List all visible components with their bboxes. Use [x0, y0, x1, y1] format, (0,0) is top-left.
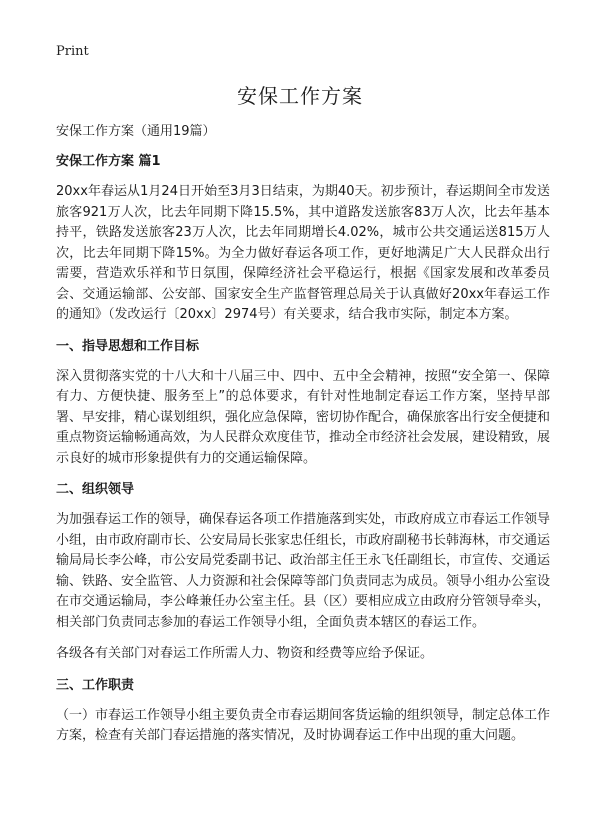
part-heading: 安保工作方案 篇1: [56, 154, 161, 169]
section-paragraph: 深入贯彻落实党的十八大和十八届三中、四中、五中全会精神，按照“安全第一、保障有力、方便快捷、服务至上”的总体要求，有针对性地制定春运工作方案，坚持早部署、早安排，精心谋划组织，强化应急保障，密切协作配合，确保旅客出行安全便捷和重点物资运输畅通高效，为人民群众欢度佳节，推动全市经济社会发展，建设精致，展示良好的城市形象提供有力的交通运输保障。: [56, 368, 551, 466]
intro-paragraph: 20xx年春运从1月24日开始至3月3日结束，为期40天。初步预计，春运期间全市发送旅客921万人次，比去年同期下降15.5%，其中道路发送旅客83万人次，比去年基本持平，铁路发送旅客23万人次，比去年同期增长4.02%，城市公共交通运送815万人次，比去年同期下降15%。为全力做好春运各项工作，更好地满足广大人民群众出行需要，营造欢乐祥和节日氛围，保障经济社会平稳运行，根据《国家发展和改革委员会、交通运输部、公安部、国家安全生产监督管理总局关于认真做好20xx年春运工作的通知》（发改运行〔20xx〕2974号）有关要求，结合我市实际，制定本方案。: [56, 184, 550, 322]
document-title: 安保工作方案: [237, 84, 363, 108]
section-heading-guiding-principles: 一、指导思想和工作目标: [56, 338, 200, 354]
document-body: [56, 122, 550, 758]
section-paragraph: （一）市春运工作领导小组主要负责全市春运期间客货运输的组织领导，制定总体工作方案，检查有关部门春运措施的落实情况，及时协调春运工作中出现的重大问题。: [56, 707, 551, 743]
document-subtitle: 安保工作方案（通用19篇）: [56, 124, 216, 139]
print-link[interactable]: Print: [56, 44, 89, 59]
section-heading-responsibilities: 三、工作职责: [56, 677, 135, 693]
section-paragraph: 各级各有关部门对春运工作所需人力、物资和经费等应给予保证。: [56, 646, 434, 661]
section-paragraph: 为加强春运工作的领导，确保春运各项工作措施落到实处，市政府成立市春运工作领导小组，由市政府副市长、公安局局长张家忠任组长，市政府副秘书长韩海林，市交通运输局局长李公峰，市公安局党委副书记、政治部主任王永飞任副组长，市宣传、交通运输、铁路、安全监管、人力资源和社会保障等部门负责同志为成员。领导小组办公室设在市交通运输局，李公峰兼任办公室主任。县（区）要相应成立由政府分管领导牵头，相关部门负责同志参加的春运工作领导小组，全面负责本辖区的春运工作。: [56, 512, 551, 630]
section-heading-organization: 二、组织领导: [56, 482, 135, 497]
